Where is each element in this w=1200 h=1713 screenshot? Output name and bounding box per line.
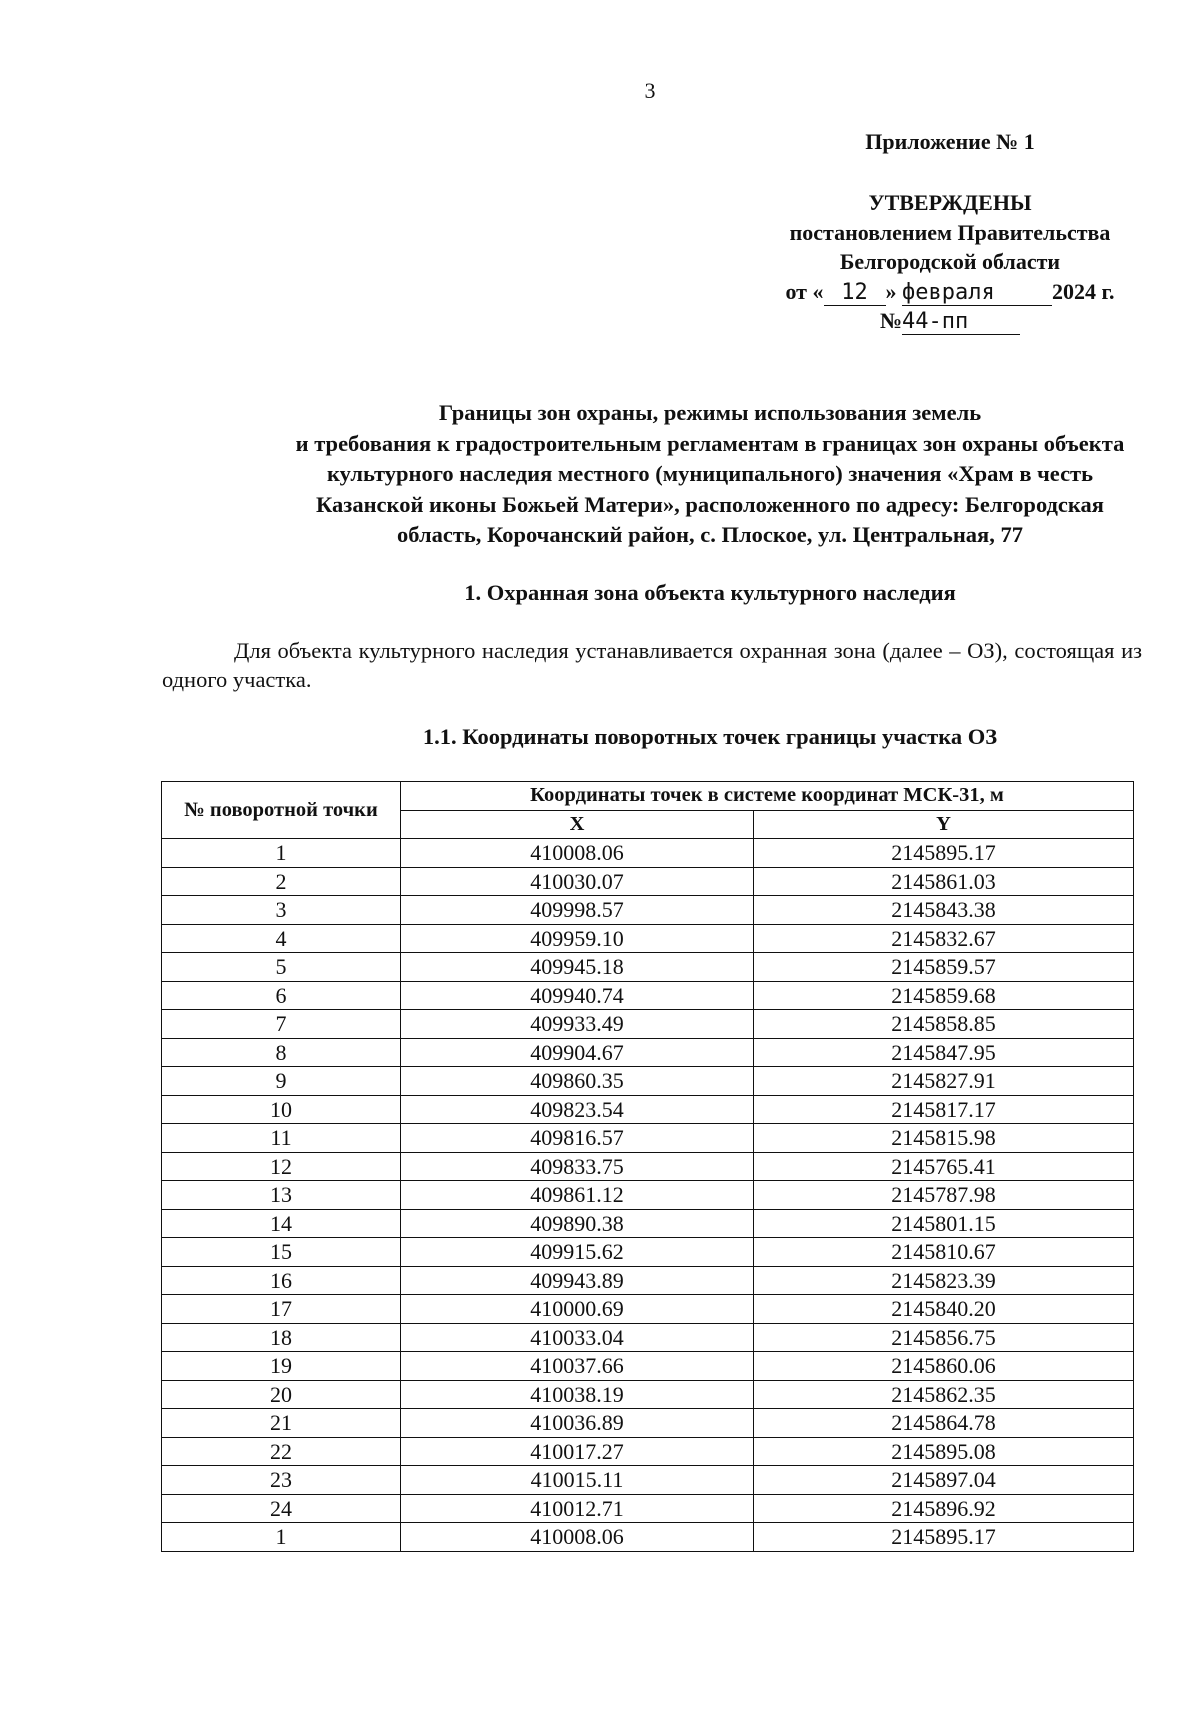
paragraph (162, 636, 1142, 694)
x-coordinate-cell: 409933.49 (401, 1010, 754, 1039)
number-prefix: № (879, 308, 903, 333)
date-mid: » (885, 278, 897, 304)
x-coordinate-cell: 409823.54 (401, 1095, 754, 1124)
x-coordinate-cell: 409959.10 (401, 924, 754, 953)
y-coordinate-cell: 2145843.38 (754, 896, 1134, 925)
point-number-cell: 21 (162, 1409, 401, 1438)
y-coordinate-cell: 2145840.20 (754, 1295, 1134, 1324)
approved-heading: УТВЕРЖДЕНЫ (868, 190, 1032, 215)
approval-date (700, 277, 1200, 307)
x-coordinate-cell: 409998.57 (401, 896, 754, 925)
approval-line-1: постановлением Правительства (789, 219, 1111, 245)
point-number-cell: 14 (162, 1209, 401, 1238)
table-row (162, 924, 1134, 953)
point-number-cell: 3 (162, 896, 401, 925)
y-coordinate-cell: 2145823.39 (754, 1266, 1134, 1295)
x-coordinate-cell: 409915.62 (401, 1238, 754, 1267)
table-row (162, 1380, 1134, 1409)
x-coordinate-cell: 410030.07 (401, 867, 754, 896)
y-coordinate-cell: 2145862.35 (754, 1380, 1134, 1409)
point-number-cell: 9 (162, 1067, 401, 1096)
table-row (162, 1209, 1134, 1238)
point-number-cell: 1 (162, 839, 401, 868)
table-row (162, 839, 1134, 868)
point-number-cell: 1 (162, 1523, 401, 1552)
date-month: февраля (902, 281, 1052, 306)
y-coordinate-cell: 2145895.17 (754, 1523, 1134, 1552)
appendix-label: Приложение № 1 (865, 129, 1035, 154)
point-number-cell: 12 (162, 1152, 401, 1181)
table-row (162, 1523, 1134, 1552)
point-number-cell: 22 (162, 1437, 401, 1466)
x-coordinate-cell: 410000.69 (401, 1295, 754, 1324)
y-coordinate-cell: 2145787.98 (754, 1181, 1134, 1210)
approval-number (700, 306, 1200, 336)
x-coordinate-cell: 410036.89 (401, 1409, 754, 1438)
page-number: 3 (644, 78, 656, 103)
x-coordinate-cell: 409833.75 (401, 1152, 754, 1181)
y-coordinate-cell: 2145801.15 (754, 1209, 1134, 1238)
point-number-cell: 24 (162, 1494, 401, 1523)
y-coordinate-cell: 2145860.06 (754, 1352, 1134, 1381)
y-coordinate-cell: 2145817.17 (754, 1095, 1134, 1124)
point-number-cell: 17 (162, 1295, 401, 1324)
x-coordinate-cell: 410008.06 (401, 839, 754, 868)
x-coordinate-cell: 410038.19 (401, 1380, 754, 1409)
table-row (162, 1494, 1134, 1523)
y-coordinate-cell: 2145895.08 (754, 1437, 1134, 1466)
table-row (162, 1466, 1134, 1495)
y-coordinate-cell: 2145896.92 (754, 1494, 1134, 1523)
title-line: и требования к градостроительным регламентам в границах зон охраны объекта (295, 430, 1125, 456)
document-title (120, 398, 1200, 551)
table-row (162, 1067, 1134, 1096)
x-coordinate-cell: 410008.06 (401, 1523, 754, 1552)
title-line: область, Корочанский район, с. Плоское, ул. Центральная, 77 (397, 522, 1023, 547)
point-number-cell: 11 (162, 1124, 401, 1153)
point-number-cell: 15 (162, 1238, 401, 1267)
table-row (162, 867, 1134, 896)
x-coordinate-cell: 409816.57 (401, 1124, 754, 1153)
point-number-cell: 5 (162, 953, 401, 982)
section-1-1-heading: 1.1. Координаты поворотных точек границы участка ОЗ (422, 724, 998, 749)
table-row (162, 1266, 1134, 1295)
point-number-cell: 19 (162, 1352, 401, 1381)
date-year: 2024 г. (1052, 278, 1115, 304)
x-coordinate-cell: 410037.66 (401, 1352, 754, 1381)
x-coordinate-cell: 410015.11 (401, 1466, 754, 1495)
table-row (162, 1124, 1134, 1153)
y-coordinate-cell: 2145861.03 (754, 867, 1134, 896)
x-coordinate-cell: 409890.38 (401, 1209, 754, 1238)
point-number-cell: 13 (162, 1181, 401, 1210)
x-coordinate-cell: 410017.27 (401, 1437, 754, 1466)
header-point-number: № поворотной точки (162, 782, 401, 839)
y-coordinate-cell: 2145856.75 (754, 1323, 1134, 1352)
y-coordinate-cell: 2145847.95 (754, 1038, 1134, 1067)
point-number-cell: 16 (162, 1266, 401, 1295)
header-y: Y (754, 810, 1134, 839)
table-row (162, 1095, 1134, 1124)
point-number-cell: 18 (162, 1323, 401, 1352)
point-number-cell: 20 (162, 1380, 401, 1409)
x-coordinate-cell: 409861.12 (401, 1181, 754, 1210)
table-row (162, 1238, 1134, 1267)
x-coordinate-cell: 409943.89 (401, 1266, 754, 1295)
y-coordinate-cell: 2145858.85 (754, 1010, 1134, 1039)
point-number-cell: 8 (162, 1038, 401, 1067)
y-coordinate-cell: 2145864.78 (754, 1409, 1134, 1438)
title-line: Границы зон охраны, режимы использования земель (438, 400, 982, 425)
section-1-heading: 1. Охранная зона объекта культурного наследия (464, 580, 956, 605)
approval-block (700, 188, 1200, 336)
y-coordinate-cell: 2145859.68 (754, 981, 1134, 1010)
table-row (162, 1409, 1134, 1438)
x-coordinate-cell: 409904.67 (401, 1038, 754, 1067)
table-row (162, 1352, 1134, 1381)
y-coordinate-cell: 2145827.91 (754, 1067, 1134, 1096)
title-line: Казанской иконы Божьей Матери», расположенного по адресу: Белгородская (316, 491, 1104, 517)
table-row (162, 1010, 1134, 1039)
y-coordinate-cell: 2145765.41 (754, 1152, 1134, 1181)
point-number-cell: 6 (162, 981, 401, 1010)
table-row (162, 981, 1134, 1010)
table-row (162, 1323, 1134, 1352)
header-x: X (401, 810, 754, 839)
paragraph-text: Для объекта культурного наследия устанавливается охранная зона (далее – ОЗ), состоящая из одного участка. (162, 638, 1142, 692)
table-body (162, 839, 1134, 1552)
point-number-cell: 10 (162, 1095, 401, 1124)
y-coordinate-cell: 2145815.98 (754, 1124, 1134, 1153)
date-day: 12 (824, 281, 886, 306)
x-coordinate-cell: 409940.74 (401, 981, 754, 1010)
point-number-cell: 7 (162, 1010, 401, 1039)
point-number-cell: 2 (162, 867, 401, 896)
x-coordinate-cell: 410033.04 (401, 1323, 754, 1352)
y-coordinate-cell: 2145832.67 (754, 924, 1134, 953)
y-coordinate-cell: 2145859.57 (754, 953, 1134, 982)
y-coordinate-cell: 2145897.04 (754, 1466, 1134, 1495)
y-coordinate-cell: 2145810.67 (754, 1238, 1134, 1267)
header-coordinates: Координаты точек в системе координат МСК-31, м (401, 782, 1134, 811)
date-prefix: от « (785, 278, 824, 304)
table-row (162, 1437, 1134, 1466)
x-coordinate-cell: 410012.71 (401, 1494, 754, 1523)
x-coordinate-cell: 409945.18 (401, 953, 754, 982)
table-row (162, 1181, 1134, 1210)
table-row (162, 953, 1134, 982)
x-coordinate-cell: 409860.35 (401, 1067, 754, 1096)
title-line: культурного наследия местного (муниципального) значения «Храм в честь (326, 461, 1094, 486)
point-number-cell: 23 (162, 1466, 401, 1495)
table-row (162, 896, 1134, 925)
table-row (162, 1038, 1134, 1067)
document-number: 44-пп (902, 310, 1020, 335)
table-row (162, 1295, 1134, 1324)
point-number-cell: 4 (162, 924, 401, 953)
y-coordinate-cell: 2145895.17 (754, 839, 1134, 868)
coordinates-table (161, 781, 1134, 1552)
table-row (162, 1152, 1134, 1181)
approval-line-2: Белгородской области (839, 249, 1061, 274)
